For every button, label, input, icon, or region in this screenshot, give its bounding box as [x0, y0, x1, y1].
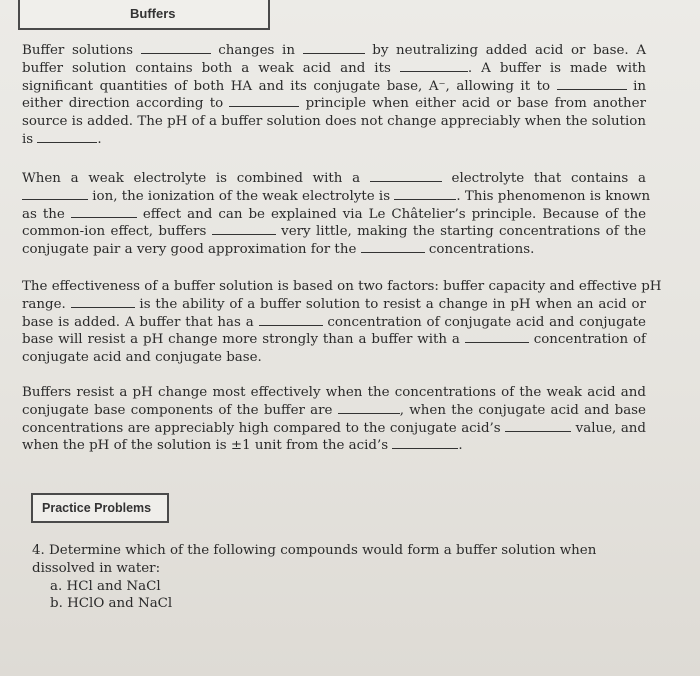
fill-in-blank[interactable] [465, 331, 529, 343]
option-text: HCl and NaCl [66, 578, 161, 594]
text-line [22, 223, 646, 241]
text-segment: . [97, 131, 102, 147]
text-segment: source is added. The pH of a buffer solution does not change appreciably when the solution [22, 114, 646, 130]
paragraph-common-ion [22, 170, 651, 259]
fill-in-blank[interactable] [259, 314, 323, 326]
text-segment: ion, the ionization of the weak electrolyte is [88, 188, 395, 204]
fill-in-blank[interactable] [141, 42, 211, 54]
text-line [22, 420, 646, 438]
text-line [22, 60, 646, 78]
option-label: a. [50, 578, 63, 594]
text-segment: The effectiveness of a buffer solution is based on two factors: buffer capacity and effective pH [22, 279, 662, 294]
text-segment: when the pH of the solution is ±1 unit from the acid’s [22, 438, 393, 454]
option-text: HClO and NaCl [67, 596, 173, 612]
text-line [22, 78, 646, 96]
fill-in-blank[interactable] [400, 60, 468, 72]
text-line [22, 170, 646, 188]
question-number: 4. [32, 543, 45, 558]
text-segment: conjugate base components of the buffer are [22, 402, 338, 418]
text-segment: concentration of [528, 332, 646, 348]
text-line [22, 314, 646, 332]
fill-in-blank[interactable] [71, 206, 137, 218]
text-segment: Buffer solutions [22, 43, 141, 58]
text-segment: Buffers resist a pH change most effectively when the concentrations of the weak acid and [22, 385, 646, 400]
text-line [22, 42, 646, 60]
fill-in-blank[interactable] [212, 223, 276, 235]
section-title: Buffers [130, 6, 176, 21]
question-text-line2: dissolved in water: [32, 560, 161, 576]
text-line [22, 131, 646, 149]
option-a [32, 578, 596, 596]
paragraph-buffer-solutions [22, 42, 646, 149]
fill-in-blank[interactable] [394, 188, 456, 200]
text-segment: common-ion effect, buffers [22, 224, 212, 240]
paragraph-effectiveness [22, 278, 662, 367]
fill-in-blank[interactable] [370, 170, 442, 182]
fill-in-blank[interactable] [229, 95, 299, 107]
fill-in-blank[interactable] [505, 420, 571, 432]
fill-in-blank[interactable] [37, 131, 97, 143]
text-line [22, 206, 646, 224]
text-line [22, 331, 646, 349]
practice-problems-box [31, 493, 169, 523]
fill-in-blank[interactable] [361, 241, 425, 253]
text-segment: buffer solution contains both a weak acid and its [22, 60, 400, 76]
question-4 [32, 542, 596, 613]
text-segment: value, and [571, 420, 646, 436]
text-segment: in [626, 78, 646, 94]
text-segment: concentrations are appreciably high compared to the conjugate acid’s [22, 420, 506, 436]
text-line [22, 402, 646, 420]
fill-in-blank[interactable] [338, 402, 400, 414]
text-line [22, 296, 646, 314]
text-segment: , when the conjugate acid and base [399, 402, 646, 418]
text-segment: concentration of conjugate acid and conjugate [322, 314, 646, 330]
text-line [22, 113, 646, 131]
text-segment: range. [22, 296, 71, 312]
question-text-line1: Determine which of the following compounds would form a buffer solution when [49, 543, 597, 558]
text-segment: concentrations. [424, 242, 535, 258]
fill-in-blank[interactable] [303, 42, 365, 54]
fill-in-blank[interactable] [71, 296, 135, 308]
text-line [22, 384, 646, 402]
text-segment: is [22, 131, 38, 147]
text-segment: conjugate acid and conjugate base. [22, 350, 262, 366]
text-segment: significant quantities of both HA and its conjugate base, A⁻, allowing it to [22, 78, 557, 94]
text-segment: principle when either acid or base from another [299, 96, 646, 112]
section-header-box [18, 0, 270, 30]
text-segment: electrolyte that contains a [441, 171, 646, 186]
text-line [22, 95, 646, 113]
text-line [22, 437, 646, 455]
fill-in-blank[interactable] [22, 188, 88, 200]
text-segment: base will resist a pH change more strongly than a buffer with a [22, 332, 465, 348]
text-line [22, 188, 651, 206]
text-segment: by neutralizing added acid or base. A [364, 43, 646, 58]
text-segment: effect and can be explained via Le Châtelier’s principle. Because of the [136, 206, 646, 222]
text-segment: very little, making the starting concentrations of the [275, 224, 647, 240]
option-b [32, 595, 596, 613]
text-segment: conjugate pair a very good approximation for the [22, 242, 361, 258]
question-text [32, 542, 596, 560]
text-segment: base is added. A buffer that has a [22, 314, 259, 330]
text-line [22, 349, 646, 367]
fill-in-blank[interactable] [392, 437, 458, 449]
text-segment: . A buffer is made with [467, 60, 647, 76]
text-line [22, 241, 646, 259]
option-label: b. [50, 596, 63, 612]
paragraph-ph-change [22, 384, 646, 455]
practice-problems-title: Practice Problems [42, 501, 152, 515]
text-segment: either direction according to [22, 96, 230, 112]
text-line [22, 278, 662, 296]
text-segment: When a weak electrolyte is combined with a [22, 171, 370, 186]
text-segment: is the ability of a buffer solution to resist a change in pH when an acid or [134, 296, 646, 312]
text-segment: changes in [210, 43, 303, 58]
text-segment: as the [22, 206, 71, 222]
text-segment: . This phenomenon is known [456, 188, 651, 204]
fill-in-blank[interactable] [557, 78, 627, 90]
text-segment: . [458, 438, 463, 454]
